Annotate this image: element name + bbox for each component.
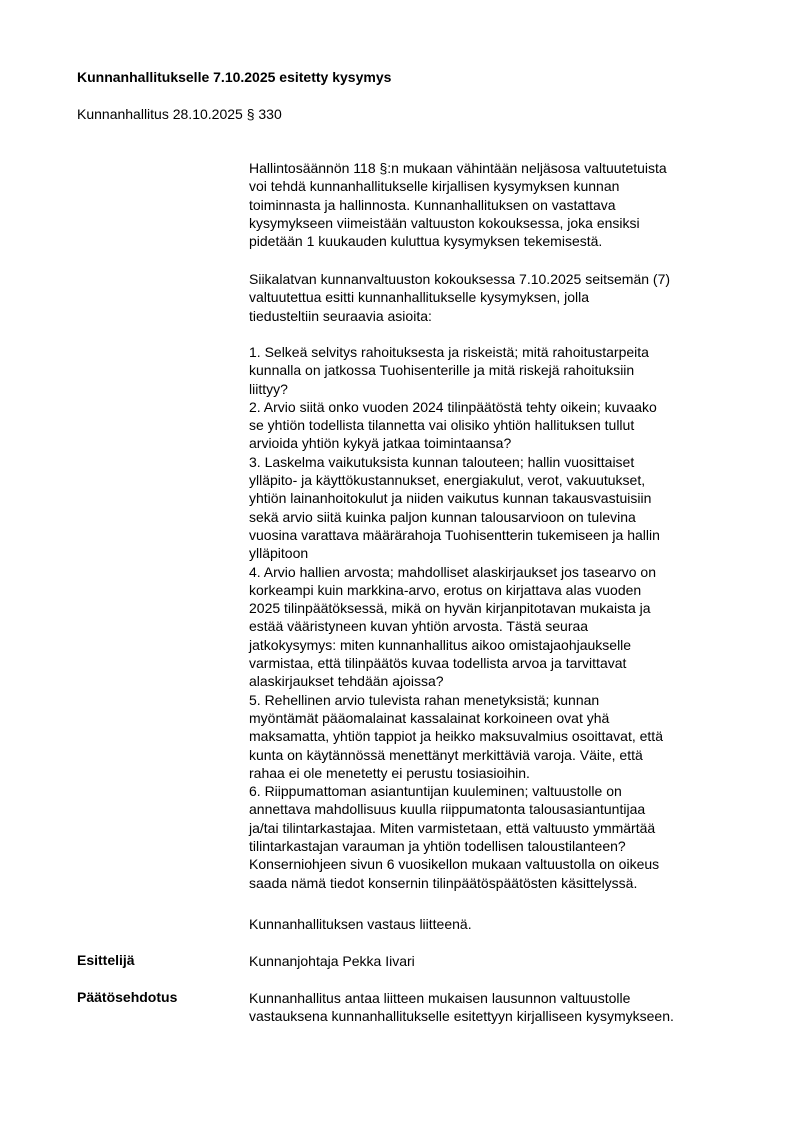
text-line: tiedusteltiin seuraavia asioita:	[249, 307, 432, 324]
text-line: 2. Arvio siitä onko vuoden 2024 tilinpäätöstä tehty oikein; kuvaako	[249, 398, 657, 415]
question-item-6	[249, 782, 749, 892]
context-paragraph	[249, 270, 749, 325]
text-line: korkeampi kuin markkina-arvo, erotus on kirjattava alas vuoden	[249, 581, 642, 598]
text-line: 6. Riippumattoman asiantuntijan kuuleminen; valtuustolle on	[249, 783, 622, 800]
text-line: valtuutettua esitti kunnanhallitukselle kysymyksen, jolla	[249, 289, 590, 306]
intro-paragraph	[249, 159, 749, 250]
text-line: yhtiön lainanhoitokulut ja niiden vaikutus kunnan takausvastuisiin	[249, 490, 652, 507]
answer-note	[249, 915, 749, 933]
text-line: pidetään 1 kuukauden kuluttua kysymyksen tekemisestä.	[249, 233, 603, 250]
text-line: saada nämä tiedot konsernin tilinpäätöspäätösten käsittelyssä.	[249, 874, 638, 891]
text-line: Kunnanjohtaja Pekka Iivari	[249, 953, 415, 969]
text-line: 2025 tilinpäätöksessä, mikä on hyvän kirjanpitotavan mukaista ja	[249, 600, 651, 617]
text-line: kunnalla on jatkossa Tuohisenterille ja mitä riskejä rahoituksiin	[249, 362, 635, 379]
text-line: vastauksena kunnanhallitukselle esitettyyn kirjalliseen kysymykseen.	[249, 1008, 674, 1025]
question-item-5	[249, 691, 749, 782]
proposal-text	[249, 989, 749, 1026]
text-line: ja/tai tilintarkastajaa. Miten varmistetaan, että valtuusto ymmärtää	[249, 819, 656, 836]
text-line: kysymykseen viimeistään valtuuston kokouksessa, joka ensiksi	[249, 214, 640, 231]
text-line: toiminnasta ja hallinnosta. Kunnanhallituksen on vastattava	[249, 196, 616, 213]
text-line: tilintarkastajan varauman ja yhtiön todellisen taloustilanteen?	[249, 838, 626, 855]
text-line: alaskirjaukset tehdään ajoissa?	[249, 673, 444, 690]
proposal-label: Päätösehdotus	[77, 989, 178, 1005]
text-line: 5. Rehellinen arvio tulevista rahan menetyksistä; kunnan	[249, 691, 600, 708]
text-line: se yhtiön todellista tilannetta vai olisiko yhtiön hallituksen tullut	[249, 417, 635, 434]
presenter-value	[249, 952, 749, 970]
text-line: ylläpito- ja käyttökustannukset, energiakulut, verot, vakuutukset,	[249, 472, 646, 489]
text-line: maksamatta, yhtiön tappiot ja heikko maksuvalmius osoittavat, että	[249, 728, 663, 745]
text-line: kunta on käytännössä menettänyt merkittäviä varoja. Väite, että	[249, 746, 643, 763]
text-line: Konserniohjeen sivun 6 vuosikellon mukaan valtuustolla on oikeus	[249, 856, 660, 873]
text-line: arvioida yhtiön kykyä jatkaa toimintaansa?	[249, 435, 512, 452]
text-line: ylläpitoon	[249, 545, 309, 562]
text-line: Kunnanhallituksen vastaus liitteenä.	[249, 916, 472, 932]
text-line: sekä arvio siitä kuinka paljon kunnan talousarvioon on tulevina	[249, 508, 636, 525]
presenter-label: Esittelijä	[77, 952, 135, 968]
text-line: annettava mahdollisuus kuulla riippumatonta talousasiantuntijaa	[249, 801, 646, 818]
questions-list	[249, 343, 749, 892]
text-line: varmistaa, että tilinpäätös kuvaa todellista arvoa ja tarvittavat	[249, 655, 627, 672]
question-item-2	[249, 398, 749, 453]
text-line: voi tehdä kunnanhallitukselle kirjallisen kysymyksen kunnan	[249, 178, 620, 195]
text-line: 3. Laskelma vaikutuksista kunnan talouteen; hallin vuosittaiset	[249, 453, 635, 470]
question-item-3	[249, 453, 749, 563]
text-line: Hallintosäännön 118 §:n mukaan vähintään neljäsosa valtuutetuista	[249, 160, 667, 176]
text-line: 1. Selkeä selvitys rahoituksesta ja riskeistä; mitä rahoitustarpeita	[249, 344, 649, 360]
document-title: Kunnanhallitukselle 7.10.2025 esitetty kysymys	[77, 69, 392, 85]
text-line: myöntämät pääomalainat kassalainat korkoineen ovat yhä	[249, 709, 610, 726]
text-line: liittyy?	[249, 380, 288, 397]
text-line: rahaa ei ole menetetty ei perustu tosiasioihin.	[249, 764, 530, 781]
text-line: vuosina varattava määrärahoja Tuohisentterin tukemiseen ja hallin	[249, 526, 660, 543]
text-line: estää vääristyneen kuvan yhtiön arvosta. Tästä seuraa	[249, 618, 589, 635]
question-item-4	[249, 563, 749, 691]
text-line: Siikalatvan kunnanvaltuuston kokouksessa 7.10.2025 seitsemän (7)	[249, 271, 671, 287]
text-line: 4. Arvio hallien arvosta; mahdolliset alaskirjaukset jos tasearvo on	[249, 563, 656, 580]
meeting-reference: Kunnanhallitus 28.10.2025 § 330	[77, 106, 282, 122]
question-item-1	[249, 343, 749, 398]
text-line: Kunnanhallitus antaa liitteen mukaisen lausunnon valtuustolle	[249, 990, 631, 1006]
text-line: jatkokysymys: miten kunnanhallitus aikoo omistajaohjaukselle	[249, 636, 632, 653]
